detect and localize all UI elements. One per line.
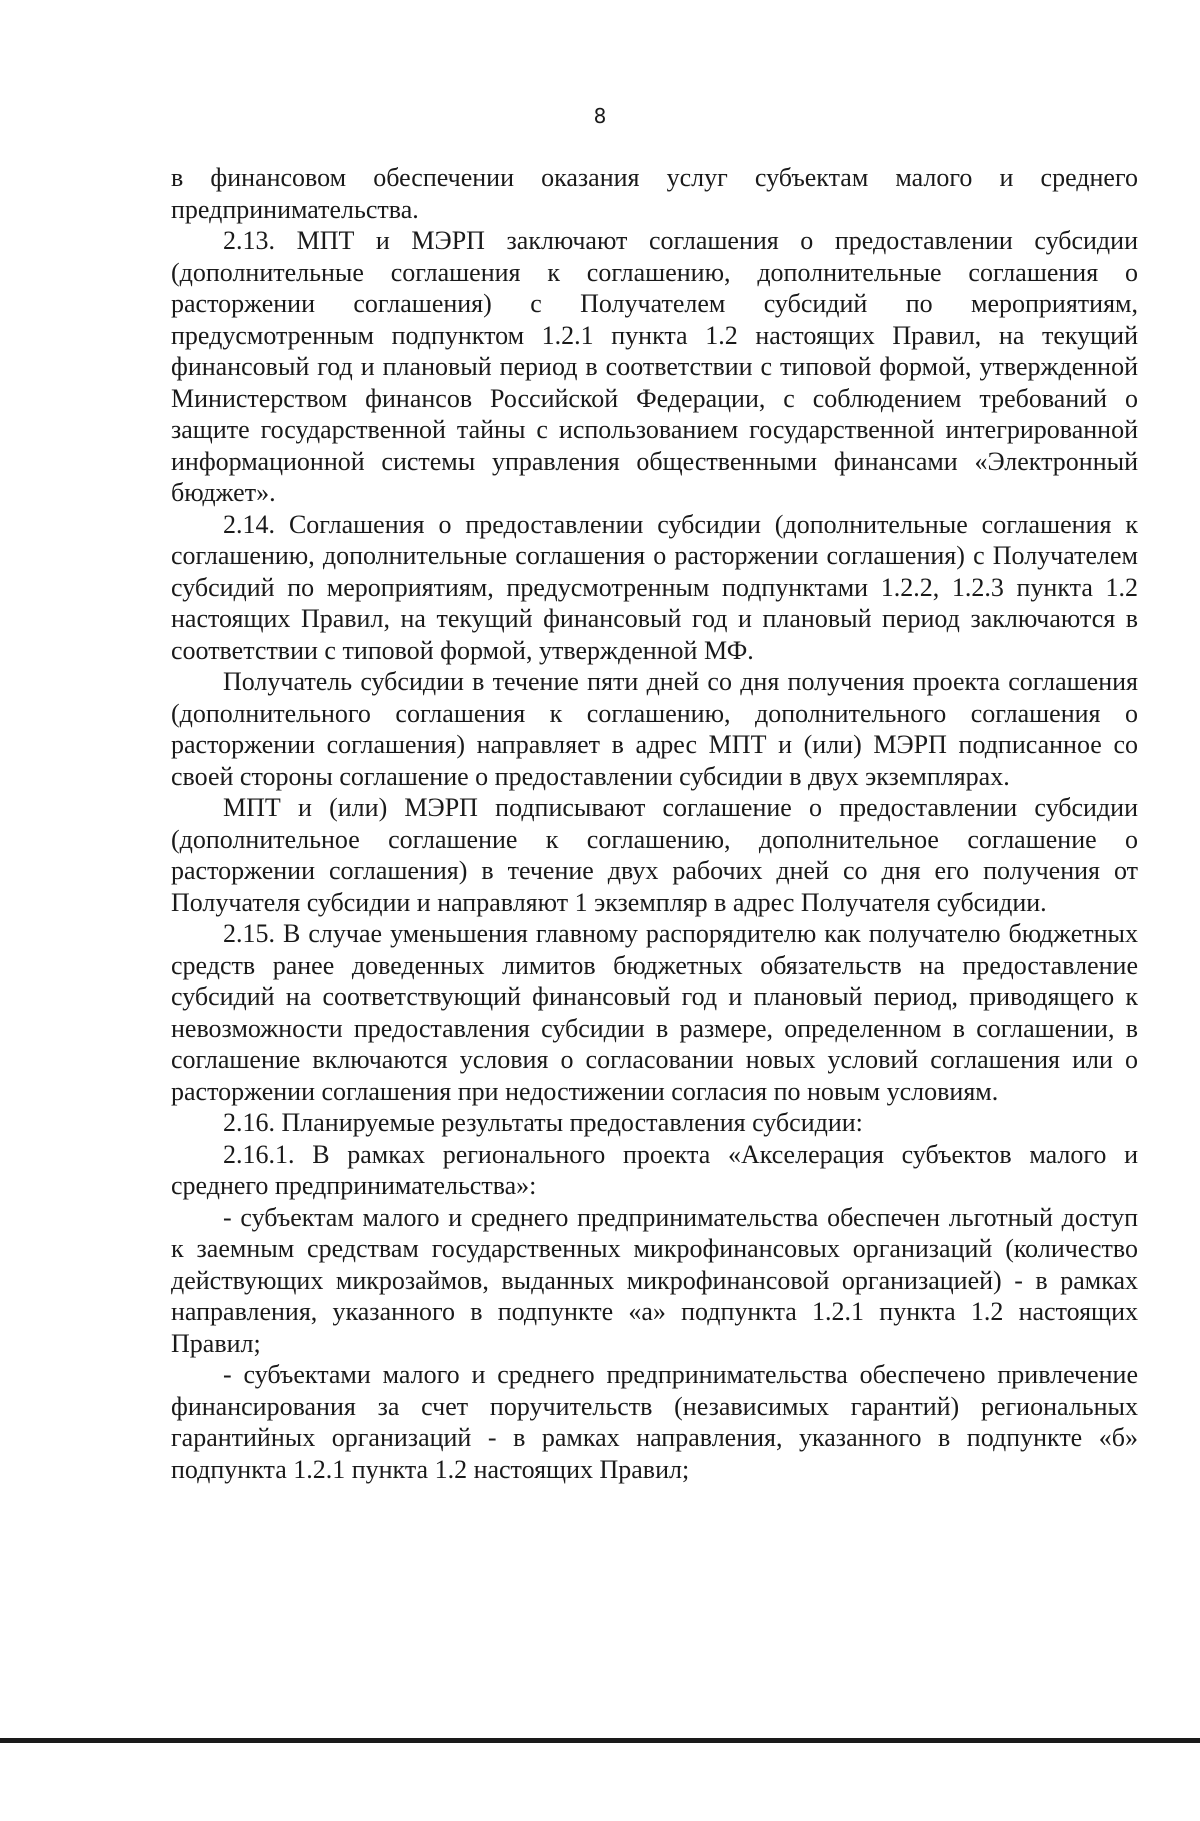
paragraph-2-16: 2.16. Планируемые результаты предоставления субсидии: [223,1108,863,1137]
list-item-microloans: - субъектам малого и среднего предпринимательства обеспечен льготный доступ к заемным средствам государственных микрофинансовых организаций (количество действующих микрозаймов, выданных микрофинансовой организацией) - в рамках направления, указанного в подпункте «а» подпункта 1.2.1 пункта 1.2 настоящих Правил; [171,1202,1138,1358]
list-item-guarantees: - субъектами малого и среднего предпринимательства обеспечено привлечение финансирования за счет поручительств (независимых гарантий) региональных гарантийных организаций - в рамках направления, указанного в подпункте «б» подпункта 1.2.1 пункта 1.2 настоящих Правил; [171,1360,1138,1484]
paragraph-2-15: 2.15. В случае уменьшения главному распорядителю как получателю бюджетных средств ранее доведенных лимитов бюджетных обязательств на предоставление субсидий на соответствующий финансовый год и плановый период, приводящего к невозможности предоставления субсидии в размере, определенном в соглашении, в соглашение включаются условия о согласовании новых условий соглашения или о расторжении соглашения при недостижении согласия по новым условиям. [171,919,1138,1106]
paragraph-continuation: в финансовом обеспечении оказания услуг субъектам малого и среднего предпринимательства. [171,163,1138,224]
page-number: 8 [593,104,607,128]
bottom-rule [0,1738,1200,1743]
paragraph-2-13: 2.13. МПТ и МЭРП заключают соглашения о предоставлении субсидии (дополнительные соглашения к соглашению, дополнительные соглашения о расторжении соглашения) с Получателем субсидий по мероприятиям, предусмотренным подпунктом 1.2.1 пункта 1.2 настоящих Правил, на текущий финансовый год и плановый период в соответствии с типовой формой, утвержденной Министерством финансов Российской Федерации, с соблюдением требований о защите государственной тайны с использованием государственной интегрированной информационной системы управления общественными финансами «Электронный бюджет». [171,226,1138,507]
paragraph-2-14: 2.14. Соглашения о предоставлении субсидии (дополнительные соглашения к соглашению, дополнительные соглашения о расторжении соглашения) с Получателем субсидий по мероприятиям, предусмотренным подпунктами 1.2.2, 1.2.3 пункта 1.2 настоящих Правил, на текущий финансовый год и плановый период заключаются в соответствии с типовой формой, утвержденной МФ. [171,509,1138,665]
paragraph-2-16-1: 2.16.1. В рамках регионального проекта «Акселерация субъектов малого и среднего предпринимательства»: [171,1139,1138,1200]
paragraph-mpt-signing: МПТ и (или) МЭРП подписывают соглашение о предоставлении субсидии (дополнительное соглашение к соглашению, дополнительное соглашение о расторжении соглашения) в течение двух рабочих дней со дня его получения от Получателя субсидии и направляют 1 экземпляр в адрес Получателя субсидии. [171,793,1138,917]
paragraph-recipient-signing: Получатель субсидии в течение пяти дней со дня получения проекта соглашения (дополнительного соглашения к соглашению, дополнительного соглашения о расторжении соглашения) направляет в адрес МПТ и (или) МЭРП подписанное со своей стороны соглашение о предоставлении субсидии в двух экземплярах. [171,667,1138,791]
document-body [171,162,1138,1485]
